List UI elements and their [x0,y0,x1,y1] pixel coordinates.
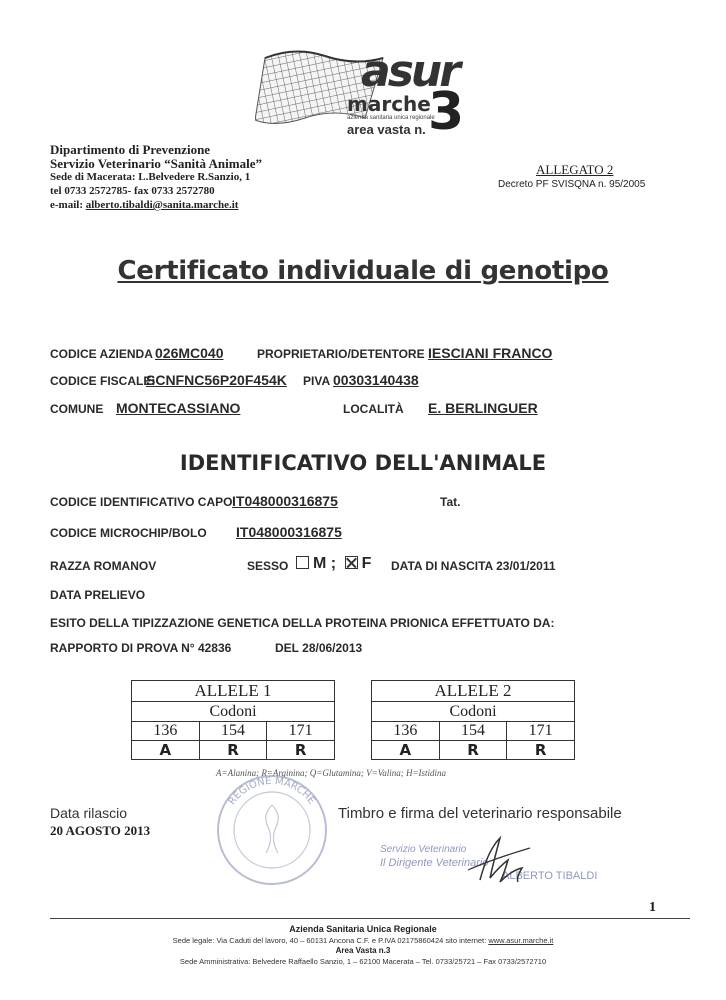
microchip-value: IT048000316875 [236,524,342,540]
email-label: e-mail: [50,199,86,211]
rapporto-label: RAPPORTO DI PROVA N° [50,641,195,655]
proprietario-label: PROPRIETARIO/DETENTORE [257,347,425,361]
del-line [275,641,362,655]
allele-2-codon: 171 [507,722,575,741]
animal-section-title: IDENTIFICATIVO DELL'ANIMALE [179,451,547,475]
page-number: 1 [649,900,656,915]
stamp-line-1: Servizio Veterinario [380,844,467,855]
sesso-m-checkbox[interactable] [296,556,309,569]
header-dept: Dipartimento di Prevenzione [50,142,211,157]
stamp-name: ALBERTO TIBALDI [502,870,598,882]
signature-icon [460,830,540,890]
allele-2-value: A [372,741,440,760]
sesso-m-label: M ; [313,555,337,572]
allele-1-codon: 136 [132,722,200,741]
stamp-line-2: Il Dirigente Veterinario [380,857,489,869]
footer-divider [50,918,690,919]
logo-brand: asur [361,46,458,97]
allele-1-value: R [267,741,335,760]
allele-1-table [131,680,335,760]
header-seat: Sede di Macerata: L.Belvedere R.Sanzio, 1 [50,171,251,183]
allele-2-title: ALLELE 2 [372,681,575,702]
allegato-title: ALLEGATO 2 [536,162,614,177]
comune-label: COMUNE [50,402,104,416]
sesso-f-checkbox[interactable] [345,556,358,569]
sesso-f-label: F [361,555,372,572]
signature-stamp [350,830,598,888]
microchip-label: CODICE MICROCHIP/BOLO [50,526,207,540]
comune-value: MONTECASSIANO [116,400,241,416]
allele-1-value: R [199,741,267,760]
timbro-label: Timbro e firma del veterinario responsabile [338,805,622,822]
allele-2-value: R [439,741,507,760]
sesso-label: SESSO [247,559,289,573]
allele-2-codon: 136 [372,722,440,741]
localita-label: LOCALITÀ [343,402,404,416]
codice-fiscale-value: SCNFNC56P20F454K [146,372,287,388]
header-service: Servizio Veterinario “Sanità Animale” [50,156,262,171]
piva-label: PIVA [303,374,331,388]
piva-value: 00303140438 [333,372,419,388]
id-capo-label: CODICE IDENTIFICATIVO CAPO [50,495,233,509]
proprietario-value: IESCIANI FRANCO [428,345,553,361]
data-rilascio-label: Data rilascio [50,805,128,821]
email-link[interactable]: alberto.tibaldi@sanita.marche.it [85,199,239,211]
document-title: Certificato individuale di genotipo [117,256,609,286]
allele-1-value: A [132,741,200,760]
nascita-label: DATA DI NASCITA [391,559,493,573]
allele-1-codon: 171 [267,722,335,741]
razza-value: ROMANOV [93,559,157,573]
id-capo-value: IT048000316875 [232,493,338,509]
sesso-options [296,555,371,573]
tat-label: Tat. [440,495,461,509]
razza-label [50,559,156,573]
footer-legal-text: Sede legale: Via Caduti del lavoro, 40 – 60131 Ancona C.F. e P.IVA 02175860424 sito internet: [172,936,489,945]
svg-text:REGIONE MARCHE: REGIONE MARCHE [226,775,317,808]
logo-region: marche [347,92,431,116]
footer-org: Azienda Sanitaria Unica Regionale [289,924,437,934]
nascita-line [391,559,556,573]
allele-legend: A=Alanina; R=Arginina; Q=Glutamina; V=Valina; H=Istidina [216,768,447,778]
rapporto-line [50,641,231,655]
footer-admin: Sede Amministrativa: Belvedere Raffaello Sanzio, 1 – 62100 Macerata – Tel. 0733/25721 – Fax 0733/2572710 [179,957,547,966]
prelievo-label: DATA PRELIEVO [50,588,146,602]
footer-website-link[interactable]: www.asur.marche.it [488,936,554,945]
esito-label: ESITO DELLA TIPIZZAZIONE GENETICA DELLA PROTEINA PRIONICA EFFETTUATO DA: [50,616,555,630]
logo-area: area vasta n. [347,122,426,137]
allele-2-codoni: Codoni [372,702,575,722]
header-email-line [50,199,238,211]
data-rilascio-value: 20 AGOSTO 2013 [50,823,151,838]
decree: Decreto PF SVISQNA n. 95/2005 [498,179,646,190]
logo-subtitle: azienda sanitaria unica regionale [347,115,435,121]
codice-fiscale-label: CODICE FISCALE: [50,374,156,388]
allele-2-value: R [507,741,575,760]
logo-number: 3 [428,82,465,142]
footer-area: Area Vasta n.3 [335,946,391,955]
round-stamp-icon [212,770,332,890]
del-value: 28/06/2013 [302,641,363,655]
allele-1-codoni: Codoni [132,702,335,722]
nascita-value: 23/01/2011 [496,559,556,573]
localita-value: E. BERLINGUER [428,400,538,416]
del-label: DEL [275,641,299,655]
codice-azienda-value: 026MC040 [155,345,224,361]
footer-legal [0,936,726,945]
asur-logo [255,46,465,142]
razza-label-text: RAZZA [50,559,91,573]
rapporto-value: 42836 [197,641,232,655]
header-phone: tel 0733 2572785- fax 0733 2572780 [50,185,215,197]
allele-2-codon: 154 [439,722,507,741]
allele-1-title: ALLELE 1 [132,681,335,702]
allele-2-table [371,680,575,760]
codice-azienda-label: CODICE AZIENDA [50,347,153,361]
allele-1-codon: 154 [199,722,267,741]
